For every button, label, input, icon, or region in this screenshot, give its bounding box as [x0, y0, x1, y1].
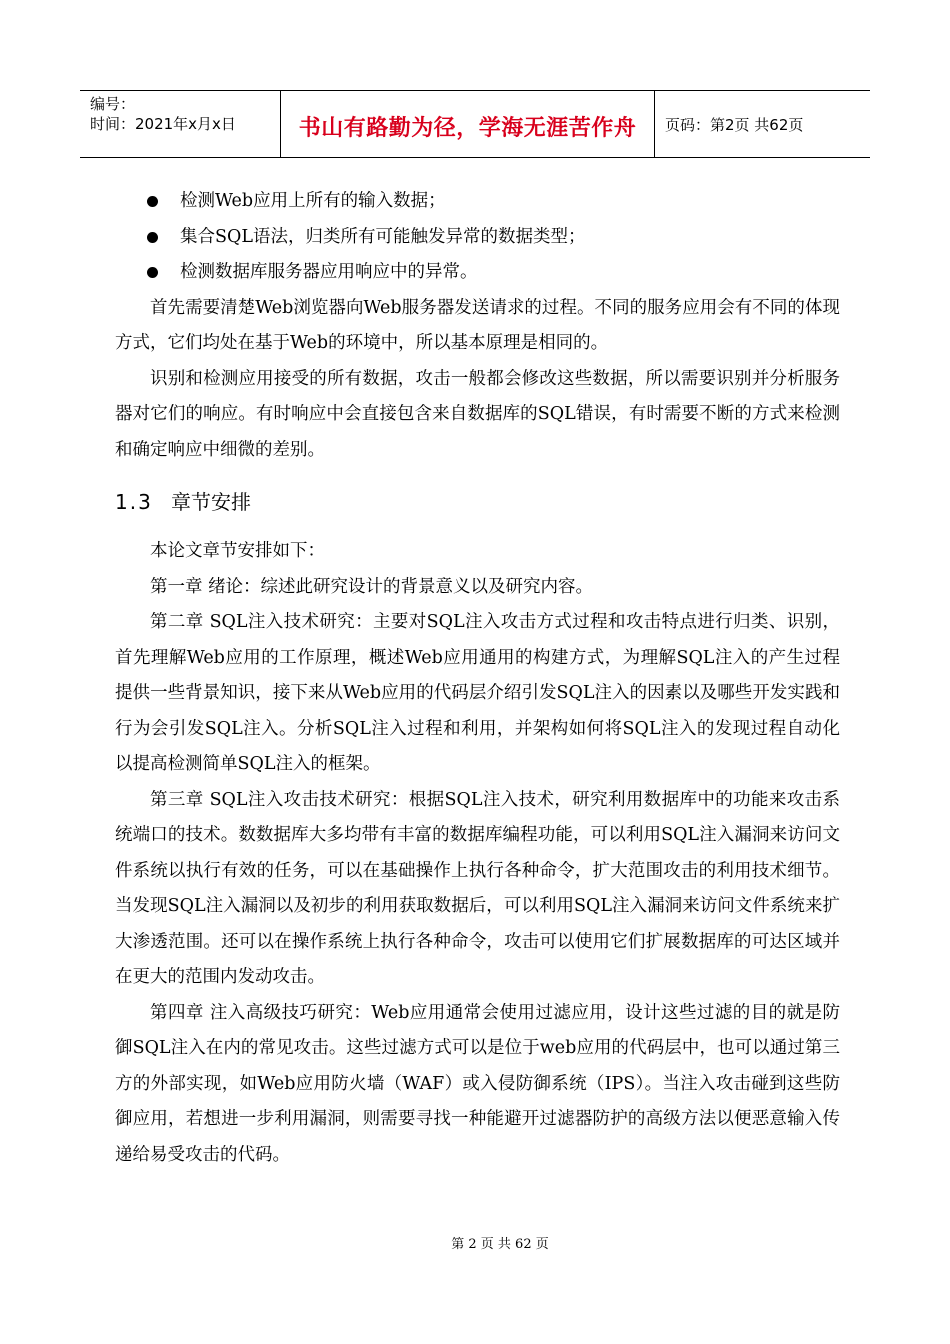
paragraph: 首先需要清楚Web浏览器向Web服务器发送请求的过程。不同的服务应用会有不同的体现方式，它们均处在基于Web的环境中，所以基本原理是相同的。 [115, 297, 840, 353]
paragraph: 第三章 SQL注入攻击技术研究：根据SQL注入技术，研究利用数据库中的功能来攻击系统端口的技术。数数据库大多均带有丰富的数据库编程功能，可以利用SQL注入漏洞来访问文件系统以执行有效的任务，可以在基础操作上执行各种命令，扩大范围攻击的利用技术细节。当发现SQL注入漏洞以及初步的利用获取数据后，可以利用SQL注入漏洞来访问文件系统来扩大渗透范围。还可以在操作系统上执行各种命令，攻击可以使用它们扩展数据库的可达区域并在更大的范围内发动攻击。 [115, 789, 840, 987]
page-header [80, 90, 870, 158]
bullet-text: 集合SQL语法，归类所有可能触发异常的数据类型； [180, 226, 586, 247]
bullet-icon [147, 267, 158, 278]
date-label: 时间：2021年x月x日 [90, 115, 236, 133]
document-body [115, 184, 840, 1173]
paragraph: 第四章 注入高级技巧研究：Web应用通常会使用过滤应用，设计这些过滤的目的就是防御SQL注入在内的常见攻击。这些过滤方式可以是位于web应用的代码层中，也可以通过第三方的外部实现，如Web应用防火墙（WAF）或入侵防御系统（IPS）。当注入攻击碰到这些防御应用，若想进一步利用漏洞，则需要寻找一种能避开过滤器防护的高级方法以便恶意输入传递给易受攻击的代码。 [115, 1002, 840, 1165]
bullet-icon [147, 232, 158, 243]
bullet-item [115, 255, 840, 291]
header-page-info: 页码：第2页 共62页 [665, 115, 804, 134]
bullet-text: 检测Web应用上所有的输入数据； [180, 191, 446, 211]
bullet-item [115, 184, 840, 220]
section-title: 章节安排 [171, 490, 251, 514]
bullet-item [115, 220, 840, 256]
section-heading [115, 484, 840, 520]
page-footer: 第 2 页 共 62 页 [451, 1237, 549, 1252]
paragraph: 第一章 绪论：综述此研究设计的背景意义以及研究内容。 [150, 576, 594, 597]
paragraph: 第二章 SQL注入技术研究：主要对SQL注入攻击方式过程和攻击特点进行归类、识别，首先理解Web应用的工作原理，概述Web应用通用的构建方式，为理解SQL注入的产生过程提供一些背景知识，接下来从Web应用的代码层介绍引发SQL注入的因素以及哪些开发实践和行为会引发SQL注入。分析SQL注入过程和利用，并架构如何将SQL注入的发现过程自动化以提高检测简单SQL注入的框架。 [115, 612, 840, 774]
paragraph: 识别和检测应用接受的所有数据，攻击一般都会修改这些数据，所以需要识别并分析服务器对它们的响应。有时响应中会直接包含来自数据库的SQL错误，有时需要不断的方式来检测和确定响应中细微的差别。 [115, 368, 840, 460]
header-motto: 书山有路勤为径，学海无涯苦作舟 [281, 91, 655, 157]
serial-number-label: 编号： [90, 95, 136, 113]
paragraph: 本论文章节安排如下： [150, 541, 325, 561]
header-meta [80, 91, 281, 157]
bullet-text: 检测数据库服务器应用响应中的异常。 [180, 262, 478, 282]
bullet-icon [147, 196, 158, 207]
section-number: 1.3 [115, 490, 153, 514]
